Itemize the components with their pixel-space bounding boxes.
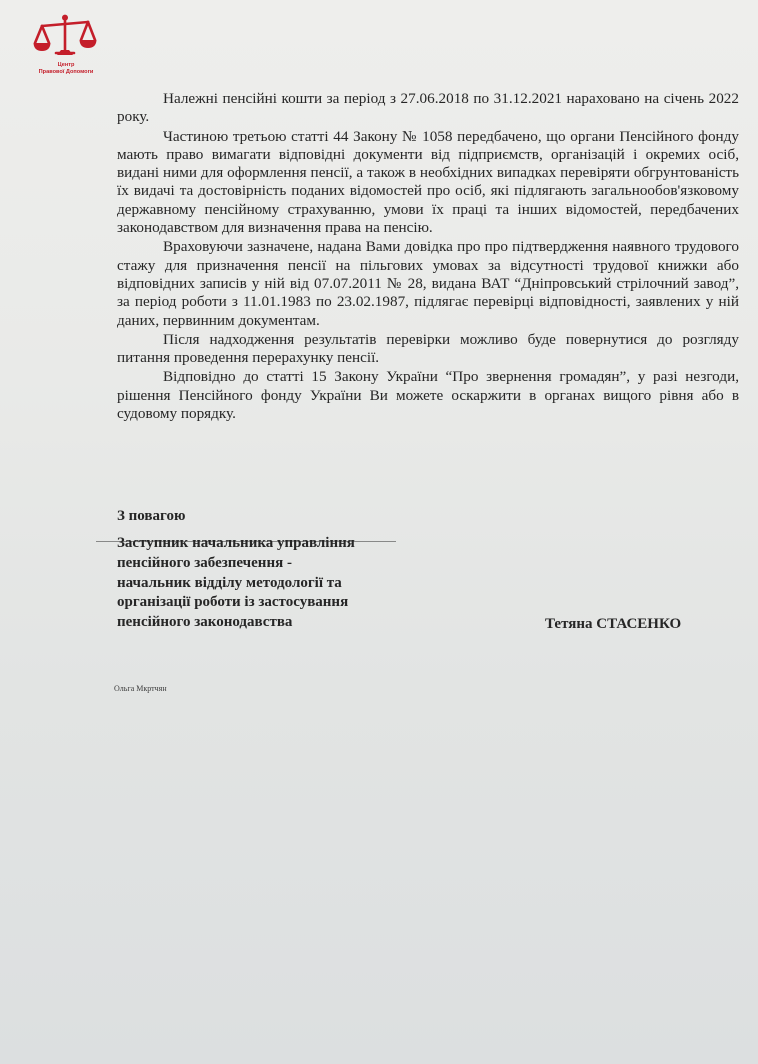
position-line: пенсійного законодавства: [117, 614, 293, 631]
position-line: Заступник начальника управління: [117, 535, 355, 551]
position-line: пенсійного забезпечення -: [117, 554, 292, 571]
closing-salutation: З повагою: [117, 508, 186, 524]
organization-logo: [30, 14, 102, 80]
position-line: начальник відділу методології та: [117, 574, 342, 591]
letter-body: [117, 90, 739, 423]
paragraph: Після надходження результатів перевірки можливо буде повернутися до розгляду питання проведення перерахунку пенсії.: [117, 330, 739, 367]
paragraph: Відповідно до статті 15 Закону України “Про звернення громадян”, у разі незгоди, рішення Пенсійного фонду України Ви можете оскаржити в органах вищого рівня або в судовому порядку.: [117, 368, 739, 423]
paragraph: Враховуючи зазначене, надана Вами довідка про про підтвердження наявного трудового стажу для призначення пенсії на пільгових умовах за відсутності трудової книжки або відповідних записів у ній від 07.07.2011 № 28, видана ВАТ “Дніпровський стрілочний завод”, за період роботи з 11.01.1983 по 23.02.1987, підлягає перевірці відповідності, заявлених у ній даних, первинним документам.: [117, 238, 739, 329]
logo-caption-line: Центр: [57, 62, 75, 68]
position-line: організації роботи із застосування: [117, 594, 349, 611]
logo-caption-line: Правової Допомоги: [38, 68, 94, 75]
executor-name: Ольга Мкртчян: [114, 684, 167, 693]
paragraph: Частиною третьою статті 44 Закону № 1058 передбачено, що органи Пенсійного фонду мають право вимагати відповідні документи від підприємств, організацій і окремих осіб, видані ними для оформлення пенсії, а також в необхідних випадках перевіряти обгрунтованість їх видачі та достовірність поданих відомостей про осіб, які підлягають загальнообов'язковому державному пенсійному страхуванню, умови їх праці та інших відомостей, передбачених законодавством для визначення права на пенсію.: [117, 127, 739, 237]
signatory-name: Тетяна СТАСЕНКО: [545, 616, 682, 632]
scales-of-justice-icon: [32, 14, 98, 62]
paragraph: Належні пенсійні кошти за період з 27.06.2018 по 31.12.2021 нараховано на січень 2022 року.: [117, 90, 739, 126]
signatory-position: [117, 534, 417, 633]
logo-caption: [30, 62, 102, 75]
